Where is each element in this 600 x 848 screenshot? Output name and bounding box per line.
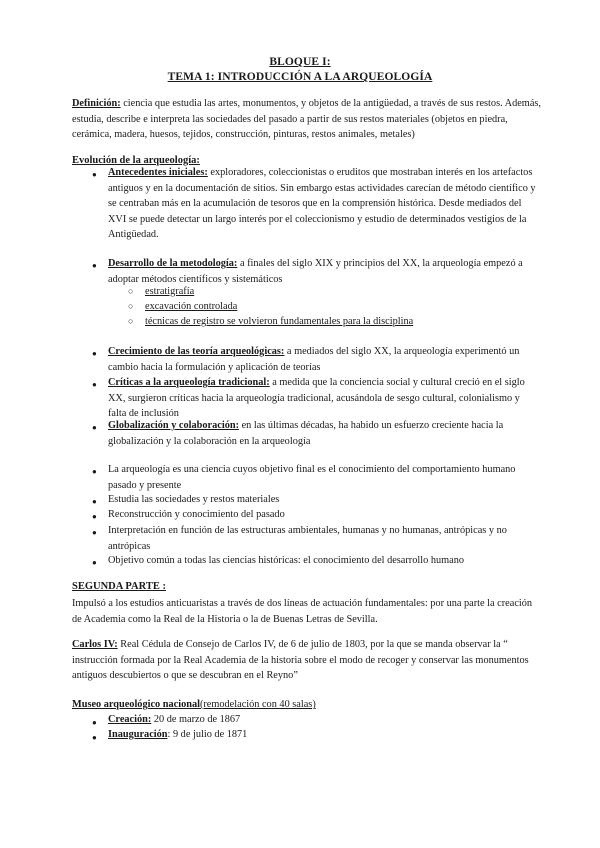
crecimiento-text: a mediados del siglo XX, la arqueología experimentó un cambio hacia la formulación y aplicación de teorías [108, 346, 520, 373]
summary-item: La arqueología es una ciencia cuyos objetivo final es el conocimiento del comportamiento humano pasado y presente [108, 464, 516, 491]
museo-creacion [108, 712, 540, 728]
globalizacion-text: en las últimas décadas, ha habido un esfuerzo creciente hacia la globalización y la colaboración en la arqueología [108, 420, 504, 447]
bullet-icon: ● [92, 380, 97, 389]
bullet-icon: ● [92, 261, 97, 270]
antecedentes-label: Antecedentes iniciales: [108, 167, 208, 178]
evolution-heading: Evolución de la arqueología: [72, 155, 200, 166]
creacion-label: Creación: [108, 714, 152, 725]
summary-item: Estudia las sociedades y restos materiales [108, 494, 280, 505]
crecimiento-label: Crecimiento de las teoría arqueológicas: [108, 346, 285, 357]
bullet-icon: ● [92, 497, 97, 506]
bullet-icon: ● [92, 733, 97, 742]
bullet-icon: ● [92, 512, 97, 521]
summary-item: Interpretación en función de las estructuras ambientales, humanas y no humanas, antrópicas y no antrópicas [108, 525, 507, 552]
definition-label: Definición: [72, 98, 121, 109]
list-item-metodologia [108, 256, 540, 287]
second-part-heading: SEGUNDA PARTE : [72, 581, 166, 592]
carlos-paragraph [72, 637, 542, 684]
subitem-excavacion: excavación controlada [145, 301, 238, 312]
carlos-label: Carlos IV: [72, 639, 118, 650]
subitem-tecnicas: técnicas de registro se volvieron fundamentales para la disciplina [145, 316, 414, 327]
criticas-label: Críticas a la arqueología tradicional: [108, 377, 270, 388]
museo-note: (remodelación con 40 salas) [199, 699, 316, 710]
topic-title: TEMA 1: INTRODUCCIÓN A LA ARQUEOLOGÍA [167, 71, 433, 83]
museo-inauguracion [108, 727, 540, 743]
circle-bullet-icon: ○ [128, 316, 134, 326]
circle-bullet-icon: ○ [128, 301, 134, 311]
bullet-icon: ● [92, 558, 97, 567]
list-item-crecimiento [108, 344, 540, 375]
second-part-paragraph: Impulsó a los estudios anticuaristas a través de dos líneas de actuación fundamentales: por una parte la creación de Academia como la Real de la Historia o la de Buenas Letras de Sevilla. [72, 598, 533, 625]
museo-label: Museo arqueológico nacional [72, 699, 200, 710]
bullet-icon: ● [92, 467, 97, 476]
circle-bullet-icon: ○ [128, 286, 134, 296]
creacion-text: 20 de marzo de 1867 [151, 714, 241, 725]
summary-item: Objetivo común a todas las ciencias históricas: el conocimiento del desarrollo humano [108, 555, 465, 566]
criticas-text: a medida que la conciencia social y cultural creció en el siglo XX, surgieron críticas hacia la arqueología tradicional, acusándola de sesgo cultural, colonialismo y falta de inclusión [108, 377, 525, 420]
list-item-globalizacion [108, 418, 540, 449]
bullet-icon: ● [92, 423, 97, 432]
globalizacion-label: Globalización y colaboración: [108, 420, 239, 431]
antecedentes-text: exploradores, coleccionistas o eruditos que mostraban interés en los artefactos antiguos y en la documentación de sitios. Sin embargo estas actividades carecían de método científico y se centraban más en la acumulación de tesoros que en la comprensión histórica. Desde mediados del XVI se puede detectar un largo interés por el coleccionismo y estudio de determinados vestigios de la Antigüedad. [108, 167, 536, 241]
list-item-criticas [108, 375, 540, 422]
bullet-icon: ● [92, 528, 97, 537]
subitem-estratigrafia: estratigrafía [145, 286, 195, 297]
summary-item: Reconstrucción y conocimiento del pasado [108, 509, 285, 520]
carlos-text: Real Cédula de Consejo de Carlos IV, de 6 de julio de 1803, por la que se manda observar la “ instrucción formada por la Real Academia de la historia sobre el modo de recoger y conservar las monumentos antiguos descubiertos o que se descubran en el Reyno” [72, 639, 529, 682]
museo-heading [72, 697, 542, 713]
metodologia-label: Desarrollo de la metodología: [108, 258, 238, 269]
bullet-icon: ● [92, 170, 97, 179]
bullet-icon: ● [92, 718, 97, 727]
metodologia-text: a finales del siglo XIX y principios del XX, la arqueología empezó a adoptar métodos científicos y sistemáticos [108, 258, 523, 285]
inauguracion-label: Inauguración [108, 729, 168, 740]
inauguracion-text: : 9 de julio de 1871 [167, 729, 248, 740]
block-title: BLOQUE I: [269, 56, 331, 68]
definition-text: ciencia que estudia las artes, monumentos, y objetos de la antigüedad, a través de sus restos. Además, estudia, describe e interpreta las sociedades del pasado a partir de sus restos materiales (objetos en piedra, cerámica, madera, huesos, tejidos, construcción, pinturas, restos animales, metales) [72, 98, 541, 141]
definition-paragraph [72, 96, 542, 143]
list-item-antecedentes [108, 165, 540, 243]
bullet-icon: ● [92, 349, 97, 358]
